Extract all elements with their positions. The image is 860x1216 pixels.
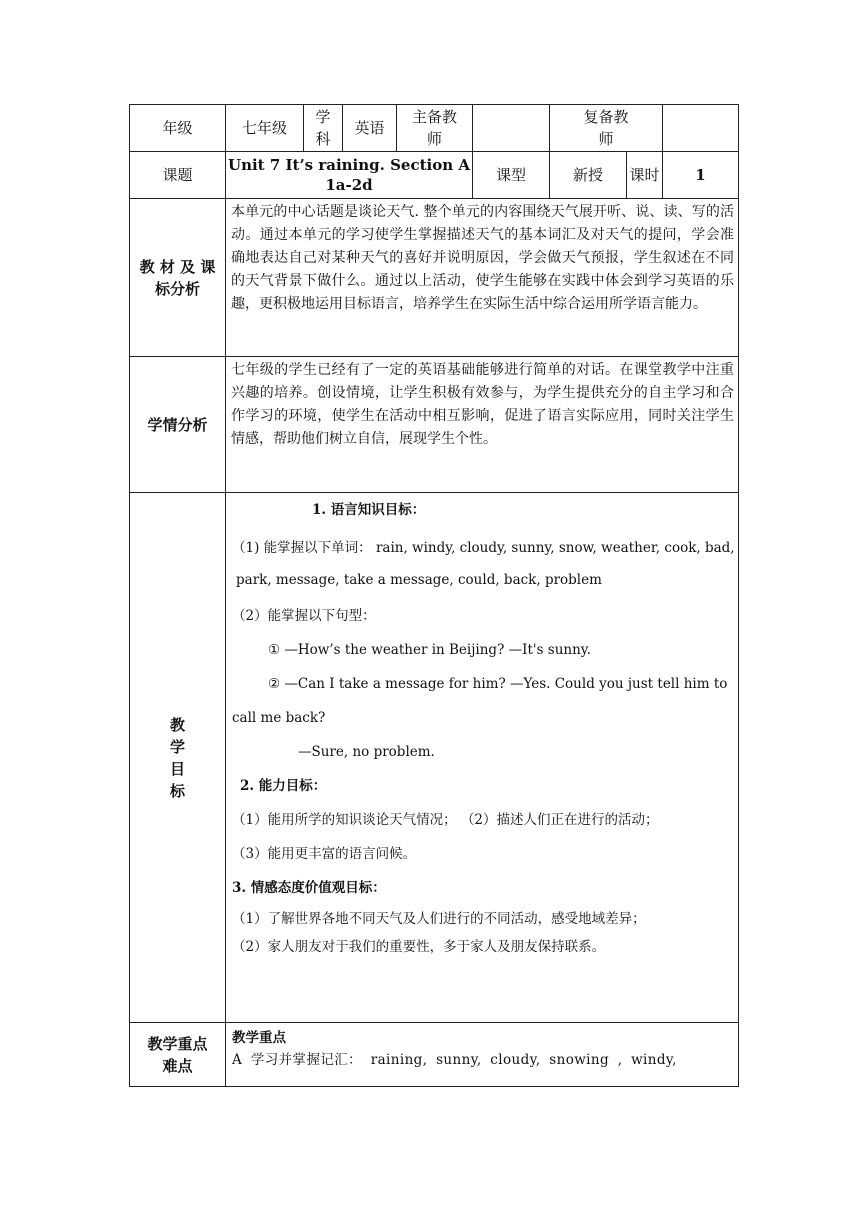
review-teacher-label: 复备教 师 xyxy=(550,105,663,152)
goals-label-4: 标 xyxy=(169,781,185,800)
topic-value-line1: Unit 7 It’s raining. Section A xyxy=(228,156,470,174)
ability-line1: （1）能用所学的知识谈论天气情况； （2）描述人们正在进行的活动； xyxy=(232,812,659,828)
grade-label: 年级 xyxy=(130,105,226,152)
students-row xyxy=(130,357,739,493)
lesson-type-label: 课型 xyxy=(473,152,550,199)
period-value: 1 xyxy=(663,152,739,199)
material-analysis-text: 本单元的中心话题是谈论天气. 整个单元的内容围绕天气展开听、说、读、写的活动。通过本单元的学习使学生掌握描述天气的基本词汇及对天气的提问，学会准确地表达自己对某种天气的喜好并说明原因，学会做天气预报，学生叙述在不同的天气背景下做什么。通过以上活动，使学生能够在实践中体会到学习英语的乐趣，更积极地运用目标语言，培养学生在实际生活中综合运用所学语言能力。 xyxy=(226,199,739,357)
students-analysis-text: 七年级的学生已经有了一定的英语基础能够进行简单的对话。在课堂教学中注重兴趣的培养。创设情境，让学生积极有效参与，为学生提供充分的自主学习和合作学习的环境，使学生在活动中相互影响，促进了语言实际应用，同时关注学生情感，帮助他们树立自信，展现学生个性。 xyxy=(226,357,739,493)
goals-label-3: 目 xyxy=(169,759,185,778)
patterns-title: （2）能掌握以下句型： xyxy=(232,608,376,624)
key-points-label-line2: 难点 xyxy=(162,1057,193,1075)
pattern-1: ① —How’s the weather in Beijing? —It's sunny. xyxy=(268,642,591,658)
topic-value xyxy=(226,152,473,199)
subject-label: 学 科 xyxy=(304,105,343,152)
topic-label: 课题 xyxy=(130,152,226,199)
material-label-line1: 教 材 及 课 xyxy=(139,257,216,276)
pattern-2-line3: —Sure, no problem. xyxy=(298,744,435,760)
lesson-plan-table xyxy=(129,104,739,1087)
period-label: 课时 xyxy=(627,152,663,199)
words-line1: （1) 能掌握以下单词： rain, windy, cloudy, sunny, snow, weather, cook, bad, xyxy=(232,540,735,556)
key-points-label-line1: 教学重点 xyxy=(147,1035,208,1053)
goals-label-2: 学 xyxy=(169,737,185,756)
header-row xyxy=(130,105,739,152)
knowledge-title: 1. 语言知识目标： xyxy=(312,502,426,518)
ability-title: 2. 能力目标： xyxy=(240,778,327,794)
goals-content xyxy=(226,493,739,1023)
pattern-2-line1: ② —Can I take a message for him? —Yes. Could you just tell him to xyxy=(268,676,728,692)
key-points-label xyxy=(130,1023,226,1087)
key-points-content xyxy=(226,1023,739,1087)
key-points-line1: A 学习并掌握记汇： raining, sunny, cloudy, snowing , windy, xyxy=(232,1052,677,1068)
lesson-type-value: 新授 xyxy=(550,152,627,199)
grade-value: 七年级 xyxy=(226,105,304,152)
emotion-title: 3. 情感态度价值观目标： xyxy=(232,880,386,896)
ability-line2: （3）能用更丰富的语言问候。 xyxy=(232,846,417,862)
main-teacher-value xyxy=(473,105,550,152)
main-teacher-label: 主备教 师 xyxy=(397,105,473,152)
key-points-title: 教学重点 xyxy=(232,1030,286,1046)
review-teacher-value xyxy=(663,105,739,152)
material-label-line2: 标分析 xyxy=(154,279,200,298)
goals-label-1: 教 xyxy=(169,715,185,734)
goals-label xyxy=(130,493,226,1023)
emotion-line1: （1）了解世界各地不同天气及人们进行的不同活动，感受地域差异； xyxy=(232,911,646,927)
key-points-row xyxy=(130,1023,739,1087)
goals-row xyxy=(130,493,739,1023)
pattern-2-line2: call me back? xyxy=(232,710,326,726)
students-label: 学情分析 xyxy=(130,357,226,493)
material-label xyxy=(130,199,226,357)
emotion-line2: （2）家人朋友对于我们的重要性，多于家人及朋友保持联系。 xyxy=(232,939,606,955)
material-row xyxy=(130,199,739,357)
words-line2: park, message, take a message, could, back, problem xyxy=(236,572,602,588)
topic-row xyxy=(130,152,739,199)
subject-value: 英语 xyxy=(343,105,397,152)
topic-value-line2: 1a-2d xyxy=(325,176,373,194)
